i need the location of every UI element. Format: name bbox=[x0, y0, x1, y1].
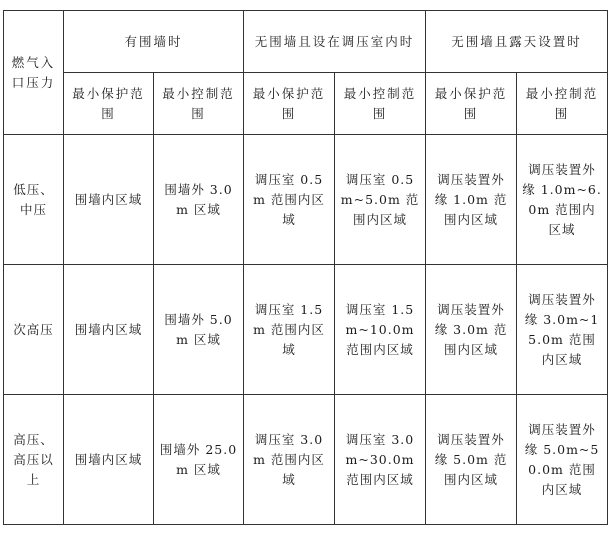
header-row-sub bbox=[4, 73, 608, 135]
header-min-control: 最小控制范围 bbox=[335, 73, 426, 135]
table-cell: 调压室 3.0m~30.0m 范围内区域 bbox=[335, 395, 426, 525]
table-cell: 围墙内区域 bbox=[64, 265, 154, 395]
table-row bbox=[4, 135, 608, 265]
header-min-protect: 最小保护范围 bbox=[244, 73, 335, 135]
header-no-wall-outdoor: 无围墙且露天设置时 bbox=[426, 11, 608, 73]
table-cell: 调压装置外缘 5.0m 范围内区域 bbox=[426, 395, 517, 525]
header-row-groups bbox=[4, 11, 608, 73]
table-cell: 调压装置外缘 1.0m~6.0m 范围内区域 bbox=[517, 135, 608, 265]
table-cell: 调压室 1.5m 范围内区域 bbox=[244, 265, 335, 395]
header-min-control: 最小控制范围 bbox=[517, 73, 608, 135]
table-cell: 围墙外 5.0m 区域 bbox=[154, 265, 244, 395]
row-label: 高压、高压以上 bbox=[4, 395, 64, 525]
table-cell: 围墙外 3.0m 区域 bbox=[154, 135, 244, 265]
table-cell: 调压装置外缘 1.0m 范围内区域 bbox=[426, 135, 517, 265]
table-cell: 调压装置外缘 5.0m~50.0m 范围内区域 bbox=[517, 395, 608, 525]
row-label: 低压、中压 bbox=[4, 135, 64, 265]
table-cell: 调压室 3.0m 范围内区域 bbox=[244, 395, 335, 525]
table-row bbox=[4, 265, 608, 395]
protection-range-table bbox=[3, 10, 608, 525]
header-min-control: 最小控制范围 bbox=[154, 73, 244, 135]
header-min-protect: 最小保护范围 bbox=[64, 73, 154, 135]
table-row bbox=[4, 395, 608, 525]
table-cell: 调压室 0.5m~5.0m 范围内区域 bbox=[335, 135, 426, 265]
table-cell: 围墙外 25.0m 区域 bbox=[154, 395, 244, 525]
table-cell: 围墙内区域 bbox=[64, 395, 154, 525]
table-cell: 调压装置外缘 3.0m~15.0m 范围内区域 bbox=[517, 265, 608, 395]
table-cell: 调压室 0.5m 范围内区域 bbox=[244, 135, 335, 265]
header-no-wall-in-room: 无围墙且设在调压室内时 bbox=[244, 11, 426, 73]
header-min-protect: 最小保护范围 bbox=[426, 73, 517, 135]
table-cell: 调压室 1.5m~10.0m 范围内区域 bbox=[335, 265, 426, 395]
table-cell: 调压装置外缘 3.0m 范围内区域 bbox=[426, 265, 517, 395]
row-label: 次高压 bbox=[4, 265, 64, 395]
header-with-wall: 有围墙时 bbox=[64, 11, 244, 73]
table-cell: 围墙内区域 bbox=[64, 135, 154, 265]
header-inlet-pressure: 燃气入口压力 bbox=[4, 11, 64, 135]
